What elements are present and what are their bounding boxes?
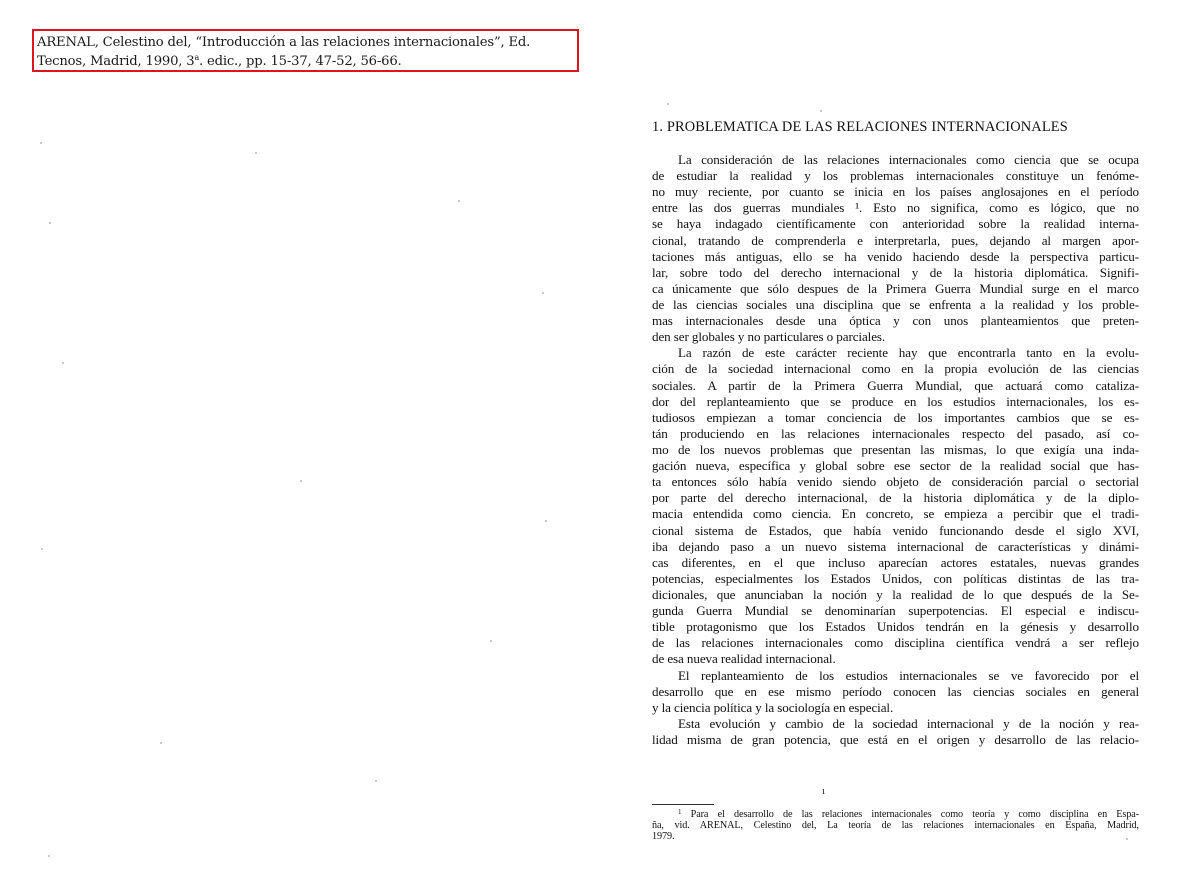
footnote-rule [652, 804, 714, 805]
paragraph-1 [652, 152, 1139, 345]
scan-speck [458, 200, 460, 202]
text-line: mas internacionales desde una óptica y con unos planteamientos que preten- [652, 313, 1139, 329]
scan-speck [41, 548, 43, 550]
scan-speck [542, 292, 544, 294]
text-line: desarrollo que en ese mismo período conocen las ciencias sociales en general [652, 683, 1139, 699]
citation-line-1: ARENAL, Celestino del, “Introducción a las relaciones internacionales”, Ed. [37, 35, 531, 50]
citation-line-2 [37, 52, 577, 71]
text-line: cional, tratando de comprenderla e interpretarla, pues, dejando al margen apor- [652, 232, 1139, 248]
text-line: gación nueva, específica y global sobre ese sector de la realidad social que has- [652, 458, 1139, 474]
paragraph-4 [652, 716, 1139, 748]
text-line: iba dejando paso a un nuevo sistema internacional de características y dinámi- [652, 538, 1139, 554]
text-line: ción de la sociedad internacional como en la propia evolución de las ciencias [652, 361, 1139, 377]
scan-speck [255, 152, 257, 154]
footnote-line: 1979. [652, 831, 675, 842]
text-line: lidad misma de gran potencia, que está en el origen y desarrollo de las relacio- [652, 731, 1139, 747]
footnote-line [652, 809, 1139, 820]
text-line: den ser globales y no particulares o parciales. [652, 329, 886, 345]
text-line: ta entonces sólo había venido siendo objeto de consideración parcial o sectorial [652, 474, 1139, 490]
scan-speck [40, 142, 42, 144]
text-line: cas diferentes, en el que incluso aparecían actores estatales, nuevas grandes [652, 554, 1139, 570]
paragraph-2 [652, 345, 1139, 667]
text-line: ca únicamente que sólo despues de la Primera Guerra Mundial surge en el marco [652, 280, 1139, 296]
scan-speck [62, 362, 64, 364]
scan-speck [667, 103, 669, 105]
scan-speck [375, 780, 377, 782]
section-title: 1. PROBLEMATICA DE LAS RELACIONES INTERNACIONALES [652, 119, 1068, 135]
text-line: mo de los nuevos problemas que presentan las mismas, lo que exigía una inda- [652, 441, 1139, 457]
scan-speck [490, 640, 492, 642]
text-line: cional sistema de Estados, que había venido funcionando desde el siglo XVI, [652, 522, 1139, 538]
text-line: no muy reciente, por cuanto se inicia en los países anglosajones en el período [652, 184, 1139, 200]
text-line: lar, sobre todo del derecho internacional y de la historia diplomática. Signifi- [652, 264, 1139, 280]
scan-speck [545, 520, 547, 522]
text-line: tán produciendo en las relaciones internacionales respecto del pasado, así co- [652, 425, 1139, 441]
text-line: de las ciencias sociales una disciplina que se enfrenta a la realidad y los proble- [652, 296, 1139, 312]
text-line: Esta evolución y cambio de la sociedad internacional y de la noción y rea- [678, 715, 1139, 731]
paragraph-3 [652, 668, 1139, 716]
text-line: La razón de este carácter reciente hay que encontrarla tanto en la evolu- [678, 345, 1139, 361]
text-line: de las relaciones internacionales como disciplina científica vendrá a ser reflejo [652, 635, 1139, 651]
scan-speck [160, 742, 162, 744]
scan-speck [820, 110, 822, 112]
scan-speck [1126, 838, 1128, 840]
text-line: sociales. A partir de la Primera Guerra Mundial, que actuará como cataliza- [652, 377, 1139, 393]
scan-speck [48, 855, 50, 857]
footnote-line: ña, vid. ARENAL, Celestino del, La teoría de las relaciones internacionales en España, Madrid, [652, 820, 1139, 831]
footnote-marker: 1 [678, 809, 682, 816]
text-line: tudiosos empiezan a tomar conciencia de los importantes cambios que se es- [652, 409, 1139, 425]
text-line: entre las dos guerras mundiales ¹. Esto no significa, como es lógico, que no [652, 200, 1139, 216]
scan-speck [49, 222, 51, 224]
page-marker: ı [822, 785, 826, 797]
footnote [652, 809, 1139, 842]
text-line: de estudiar la realidad y los problemas internacionales constituye un fenóme- [652, 168, 1139, 184]
text-line: por parte del derecho internacional, de la historia diplomática y de la diplo- [652, 490, 1139, 506]
text-line: dicionales, que anunciaban la noción y la realidad de lo que después de la Se- [652, 586, 1139, 602]
text-line: potencias, especialmentes los Estados Unidos, con políticas distintas de las tra- [652, 570, 1139, 586]
citation-line-2-text: Tecnos, Madrid, 1990, 3 [37, 54, 195, 69]
body-text [652, 152, 1139, 786]
scan-speck [300, 480, 302, 482]
text-line: La consideración de las relaciones internacionales como ciencia que se ocupa [678, 152, 1139, 167]
text-line: se haya indagado científicamente con anterioridad sobre la realidad interna- [652, 216, 1139, 232]
text-line: tible protagonismo que los Estados Unidos tendrán en la génesis y desarrollo [652, 619, 1139, 635]
text-line: y la ciencia política y la sociología en especial. [652, 699, 894, 715]
text-line: El replanteamiento de los estudios internacionales se ve favorecido por el [678, 667, 1139, 683]
book-page [652, 118, 1139, 842]
footnote-text: Para el desarrollo de las relaciones internacionales como teoría y como disciplina en Espa- [690, 809, 1139, 820]
citation-line-2-rest: . edic., pp. 15-37, 47-52, 56-66. [199, 54, 402, 69]
text-line: dor del replanteamiento que se produce en los estudios internacionales, los es- [652, 393, 1139, 409]
text-line: taciones más antiguas, ello se ha venido haciendo desde la perspectiva particu- [652, 248, 1139, 264]
edition-superscript: a [194, 53, 200, 62]
citation-box [32, 29, 579, 72]
text-line: gunda Guerra Mundial se denominarían superpotencias. El especial e indiscu- [652, 603, 1139, 619]
text-line: de esa nueva realidad internacional. [652, 651, 836, 667]
text-line: macia entendida como ciencia. En concreto, se empieza a percibir que el tradi- [652, 506, 1139, 522]
